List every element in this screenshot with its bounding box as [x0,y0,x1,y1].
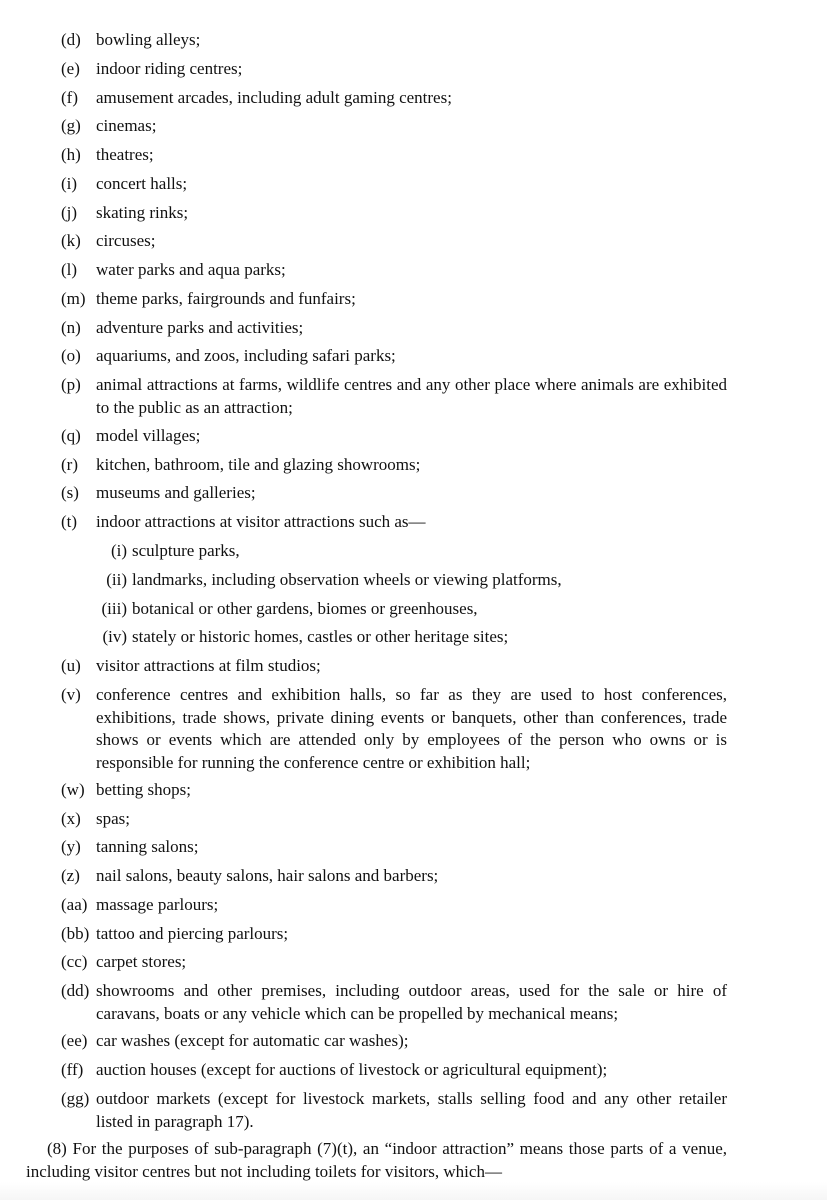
sub-item-text: sculpture parks, [132,541,240,560]
item-label: (x) [61,809,81,828]
list-item [61,655,727,678]
sub-item-label: (i) [110,541,127,560]
page-edge-shade [0,1182,827,1200]
item-text: circuses; [96,231,156,250]
item-label: (o) [61,346,81,365]
sub-item-label: (ii) [106,570,127,589]
list-item [61,230,727,253]
list-item [61,1088,727,1133]
item-label: (i) [61,174,78,193]
item-label: (h) [61,145,81,164]
item-text: showrooms and other premises, including outdoor areas, used for the sale or hire of caravans, boats or any vehicle which can be propelled by mechanical means; [96,981,727,1023]
item-label: (l) [61,260,78,279]
list-item [61,317,727,340]
item-label: (u) [61,656,81,675]
item-label: (cc) [61,952,88,971]
item-text: conference centres and exhibition halls, so far as they are used to host conferences, exhibitions, trade shows, private dining events or banquets, other than conferences, trade shows or events which are attended only by employees of the person who owns or is responsible for running the conference centre or exhibition hall; [96,685,727,772]
list-item [61,144,727,167]
sub-list-item [96,569,727,592]
list-item [61,980,727,1025]
item-text: tanning salons; [96,837,199,856]
item-text: bowling alleys; [96,30,201,49]
sub-list-item [96,598,727,621]
list-item [61,894,727,917]
list-item [61,454,727,477]
sub-item-text: botanical or other gardens, biomes or greenhouses, [132,599,478,618]
sub-item-label: (iv) [102,627,127,646]
item-text: theatres; [96,145,154,164]
list-item [61,345,727,368]
list-item [61,779,727,802]
list-item [61,259,727,282]
item-text: carpet stores; [96,952,187,971]
sub-item-text: landmarks, including observation wheels or viewing platforms, [132,570,562,589]
item-label: (j) [61,203,78,222]
list-item [61,202,727,225]
item-label: (k) [61,231,81,250]
item-text: betting shops; [96,780,191,799]
item-label: (aa) [61,895,88,914]
item-label: (z) [61,866,80,885]
list-item [61,374,727,419]
item-text: kitchen, bathroom, tile and glazing showrooms; [96,455,421,474]
item-label: (m) [61,289,86,308]
item-label: (p) [61,375,81,394]
item-label: (r) [61,455,78,474]
list-item [61,87,727,110]
sub-item-text: stately or historic homes, castles or other heritage sites; [132,627,509,646]
item-text: concert halls; [96,174,188,193]
sub-item-label: (iii) [101,599,127,618]
item-label: (dd) [61,981,90,1000]
definition-paragraph: (8) For the purposes of sub-paragraph (7)(t), an “indoor attraction” means those parts of a venue, including visitor centres but not including toilets for visitors, which— [26,1139,727,1181]
item-label: (e) [61,59,80,78]
item-text: adventure parks and activities; [96,318,304,337]
item-label: (d) [61,30,81,49]
list-item [61,1030,727,1053]
list-item [61,482,727,505]
item-text: spas; [96,809,130,828]
sub-list-item [96,540,727,563]
item-text: cinemas; [96,116,157,135]
item-label: (v) [61,685,81,704]
item-text: museums and galleries; [96,483,256,502]
item-text: auction houses (except for auctions of livestock or agricultural equipment); [96,1060,608,1079]
item-text: car washes (except for automatic car washes); [96,1031,409,1050]
item-label: (gg) [61,1089,90,1108]
item-label: (ee) [61,1031,88,1050]
list-item [61,951,727,974]
item-text: visitor attractions at film studios; [96,656,321,675]
item-text: outdoor markets (except for livestock markets, stalls selling food and any other retailer listed in paragraph 17). [96,1089,727,1131]
list-item [61,29,727,52]
list-item [61,425,727,448]
list-item [61,58,727,81]
item-text: tattoo and piercing parlours; [96,924,289,943]
item-text: amusement arcades, including adult gaming centres; [96,88,452,107]
item-label: (w) [61,780,85,799]
list-item [61,684,727,774]
list-item [61,511,727,534]
item-label: (n) [61,318,81,337]
item-label: (t) [61,512,78,531]
list-item [61,836,727,859]
item-text: aquariums, and zoos, including safari parks; [96,346,396,365]
item-text: water parks and aqua parks; [96,260,286,279]
item-text: massage parlours; [96,895,219,914]
item-text: indoor riding centres; [96,59,243,78]
item-text: indoor attractions at visitor attractions such as— [96,512,426,531]
item-text: animal attractions at farms, wildlife centres and any other place where animals are exhibited to the public as an attraction; [96,375,727,417]
sub-list-item [96,626,727,649]
list-item [61,808,727,831]
list-item [61,923,727,946]
item-label: (ff) [61,1060,84,1079]
list-item [61,115,727,138]
item-text: nail salons, beauty salons, hair salons and barbers; [96,866,439,885]
list-item [61,865,727,888]
item-text: theme parks, fairgrounds and funfairs; [96,289,356,308]
item-label: (bb) [61,924,90,943]
item-text: model villages; [96,426,201,445]
item-label: (f) [61,88,78,107]
item-label: (s) [61,483,79,502]
list-item [61,173,727,196]
list-item [61,1059,727,1082]
item-text: skating rinks; [96,203,189,222]
item-label: (g) [61,116,81,135]
item-label: (y) [61,837,81,856]
list-item [61,288,727,311]
item-label: (q) [61,426,81,445]
